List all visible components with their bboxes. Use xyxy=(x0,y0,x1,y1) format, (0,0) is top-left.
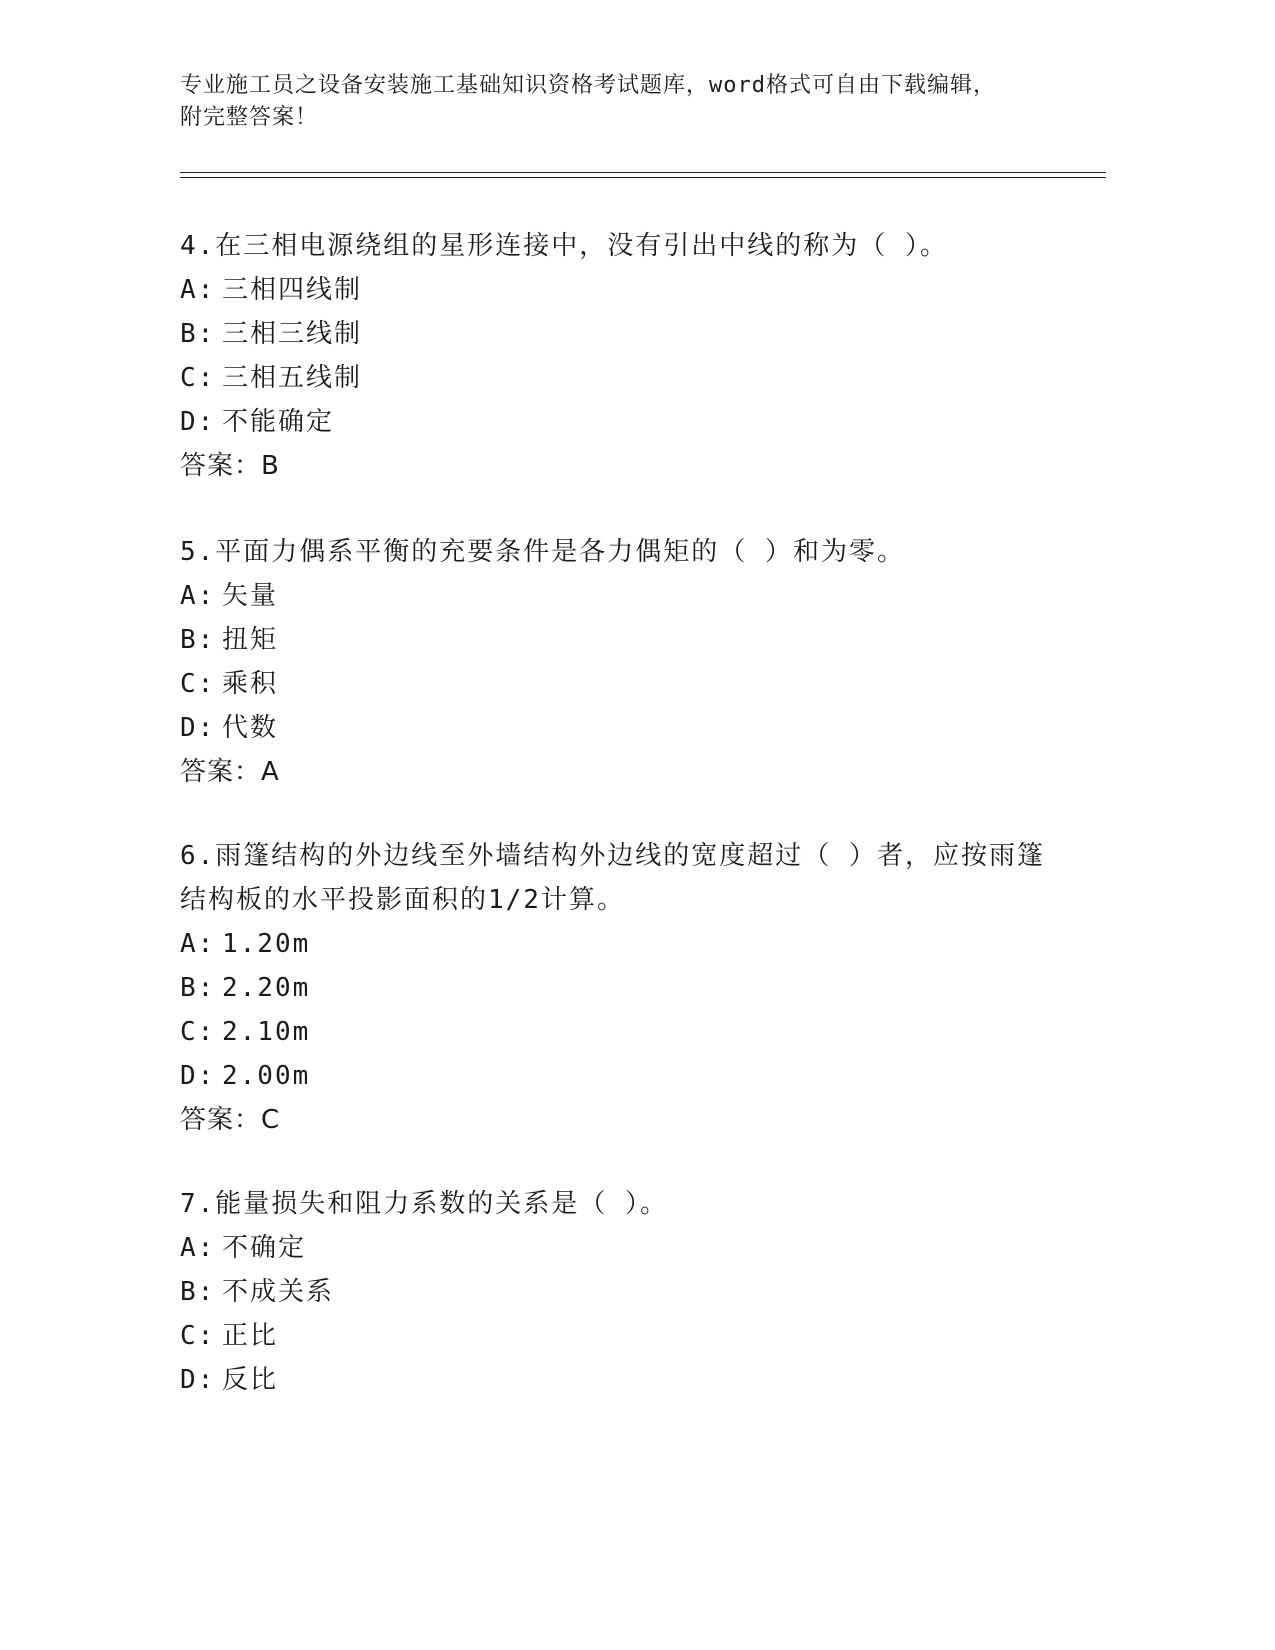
option-text: 乘积 xyxy=(222,669,279,699)
question-6 xyxy=(180,834,1080,1142)
option-key: C: xyxy=(180,363,216,393)
question-stem-line-2: 结构板的水平投影面积的1/2计算。 xyxy=(180,885,625,915)
option-c xyxy=(180,356,1080,400)
option-text: 1.20m xyxy=(222,929,311,959)
option-text: 2.00m xyxy=(222,1061,311,1091)
option-d xyxy=(180,1054,1080,1098)
option-text: 2.20m xyxy=(222,973,311,1003)
option-text: 三相五线制 xyxy=(222,363,363,393)
option-text: 矢量 xyxy=(222,581,279,611)
header-line-2: 附完整答案！ xyxy=(180,105,319,130)
option-d xyxy=(180,706,1080,750)
header-line-1: 专业施工员之设备安装施工基础知识资格考试题库，word格式可自由下载编辑， xyxy=(180,73,996,98)
option-b xyxy=(180,1270,1080,1314)
question-stem-line-1: 6.雨篷结构的外边线至外墙结构外边线的宽度超过（ ）者，应按雨篷 xyxy=(180,841,1045,871)
question-7 xyxy=(180,1182,1080,1402)
option-key: D: xyxy=(180,1061,216,1091)
option-a xyxy=(180,574,1080,618)
option-key: B: xyxy=(180,625,216,655)
option-b xyxy=(180,312,1080,356)
option-key: A: xyxy=(180,581,216,611)
question-5 xyxy=(180,530,1080,794)
option-c xyxy=(180,662,1080,706)
option-text: 三相四线制 xyxy=(222,275,363,305)
option-text: 2.10m xyxy=(222,1017,311,1047)
option-c xyxy=(180,1314,1080,1358)
option-key: B: xyxy=(180,973,216,1003)
header-divider-top xyxy=(180,172,1106,173)
option-key: C: xyxy=(180,1321,216,1351)
answer-line: 答案：A xyxy=(180,757,280,787)
option-a xyxy=(180,268,1080,312)
option-key: D: xyxy=(180,713,216,743)
question-stem: 5.平面力偶系平衡的充要条件是各力偶矩的（ ）和为零。 xyxy=(180,537,905,567)
question-stem: 7.能量损失和阻力系数的关系是（ ）。 xyxy=(180,1189,668,1219)
option-text: 正比 xyxy=(222,1321,279,1351)
option-text: 不能确定 xyxy=(222,407,335,437)
option-text: 扭矩 xyxy=(222,625,279,655)
option-text: 不确定 xyxy=(222,1233,307,1263)
option-d xyxy=(180,400,1080,444)
option-key: D: xyxy=(180,1365,216,1395)
option-b xyxy=(180,618,1080,662)
option-key: C: xyxy=(180,1017,216,1047)
answer-line: 答案：B xyxy=(180,451,280,481)
option-a xyxy=(180,922,1080,966)
option-b xyxy=(180,966,1080,1010)
option-a xyxy=(180,1226,1080,1270)
option-key: A: xyxy=(180,275,216,305)
option-key: B: xyxy=(180,319,216,349)
answer-line: 答案：C xyxy=(180,1105,281,1135)
option-key: A: xyxy=(180,1233,216,1263)
option-d xyxy=(180,1358,1080,1402)
document-header xyxy=(180,70,1060,134)
option-key: B: xyxy=(180,1277,216,1307)
option-c xyxy=(180,1010,1080,1054)
header-divider-bottom xyxy=(180,177,1106,178)
option-key: C: xyxy=(180,669,216,699)
option-text: 三相三线制 xyxy=(222,319,363,349)
question-stem: 4.在三相电源绕组的星形连接中，没有引出中线的称为（ ）。 xyxy=(180,231,948,261)
option-key: D: xyxy=(180,407,216,437)
option-text: 不成关系 xyxy=(222,1277,335,1307)
option-key: A: xyxy=(180,929,216,959)
option-text: 反比 xyxy=(222,1365,279,1395)
option-text: 代数 xyxy=(222,713,279,743)
question-4 xyxy=(180,224,1080,488)
